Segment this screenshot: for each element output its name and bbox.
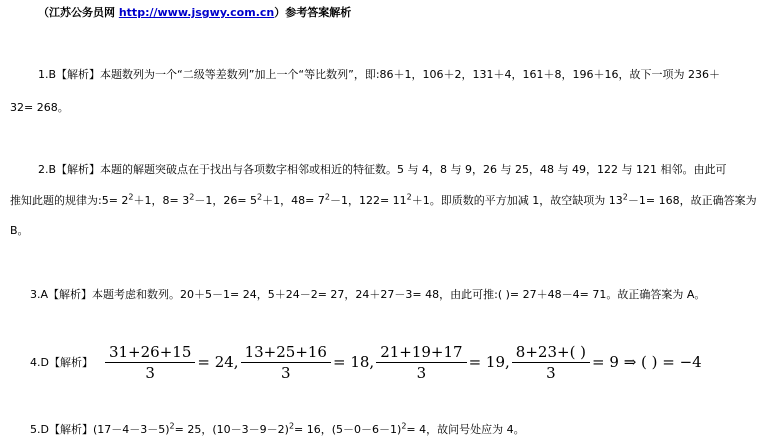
answer-1-line-1: 1.B【解析】本题数列为一个“二级等差数列”加上一个“等比数列”，即:86＋1，106＋2，131＋4，161＋8，196＋16，故下一项为 236＋ <box>38 68 721 81</box>
site-name: 江苏公务员网 <box>49 6 115 19</box>
superscript: 2 <box>169 421 175 431</box>
answer-3-line-1: 3.A【解析】本题考虑和数列。20＋5－1= 24，5＋24－2= 27，24＋27－3= 48，由此可推:( )= 27＋48－4= 71。故正确答案为 A。 <box>30 288 706 301</box>
answer-4-label: 4.D【解析】 <box>30 356 93 369</box>
answer-2-line-2 <box>10 194 757 208</box>
fraction-denominator: 3 <box>416 363 427 382</box>
answer-1-line-2: 32= 268。 <box>10 101 69 114</box>
fraction-numerator: 8+23+( ) <box>512 342 590 363</box>
fraction <box>105 342 195 383</box>
answer-4-formula <box>30 338 704 386</box>
header-open-paren: （ <box>38 6 49 19</box>
text-segment: = 25，(10－3－9－2) <box>174 423 289 436</box>
fraction <box>241 342 331 383</box>
site-url-link[interactable]: http://www.jsgwy.com.cn <box>118 6 275 19</box>
superscript: 2 <box>406 192 412 202</box>
superscript: 2 <box>622 192 628 202</box>
text-segment: ＋1。即质数的平方加减 1，故空缺项为 13 <box>411 194 623 207</box>
fraction-denominator: 3 <box>145 363 155 382</box>
superscript: 2 <box>189 192 195 202</box>
text-segment: －1，122= 11 <box>329 194 407 207</box>
superscript: 2 <box>128 192 134 202</box>
superscript: 2 <box>257 192 263 202</box>
text-segment: ＋1，48= 7 <box>262 194 325 207</box>
text-segment: ＋1，8= 3 <box>133 194 190 207</box>
text-segment: 推知此题的规律为:5= 2 <box>10 194 129 207</box>
superscript: 2 <box>324 192 330 202</box>
superscript: 2 <box>401 421 407 431</box>
fraction-result: = 9 ⇒ ( ) = −4 <box>592 353 702 371</box>
fraction <box>376 342 466 383</box>
fraction-numerator: 21+19+17 <box>376 342 466 363</box>
fraction <box>512 342 590 383</box>
fraction-result: = 19, <box>468 353 510 371</box>
fraction-result: = 18, <box>332 353 375 371</box>
text-segment: 5.D【解析】(17－4－3－5) <box>30 423 170 436</box>
header-close: ）参考答案解析 <box>274 6 352 19</box>
answer-2-line-1: 2.B【解析】本题的解题突破点在于找出与各项数字相邻或相近的特征数。5 与 4，8 与 9，26 与 25，48 与 49，122 与 121 相邻。由此可 <box>38 163 727 176</box>
text-segment: －1= 168，故正确答案为 <box>627 194 757 207</box>
text-segment: = 4，故问号处应为 4。 <box>406 423 525 436</box>
fraction-denominator: 3 <box>281 363 291 382</box>
fraction-denominator: 3 <box>546 363 556 382</box>
answer-2-line-3: B。 <box>10 224 29 237</box>
superscript: 2 <box>288 421 295 431</box>
fraction-result: = 24, <box>197 353 239 371</box>
document-header <box>38 6 351 20</box>
fraction-numerator: 13+25+16 <box>241 342 331 363</box>
text-segment: －1，26= 5 <box>194 194 258 207</box>
fraction-numerator: 31+26+15 <box>105 342 195 363</box>
text-segment: = 16，(5－0－6－1) <box>294 423 402 436</box>
answer-5-line-1 <box>30 423 525 437</box>
